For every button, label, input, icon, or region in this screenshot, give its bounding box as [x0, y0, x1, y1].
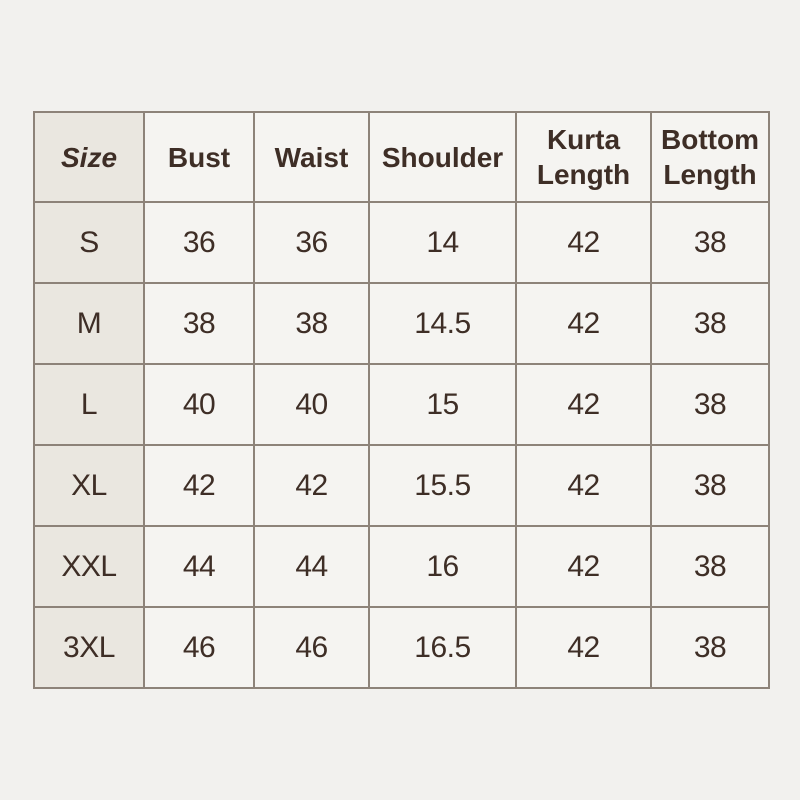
- cell-bust: 42: [144, 445, 254, 526]
- cell-waist: 40: [254, 364, 369, 445]
- cell-waist: 38: [254, 283, 369, 364]
- cell-shoulder: 14.5: [369, 283, 516, 364]
- cell-bottom: 38: [651, 445, 769, 526]
- column-header-bottom-length: Bottom Length: [651, 112, 769, 202]
- cell-shoulder: 16.5: [369, 607, 516, 688]
- cell-bust: 46: [144, 607, 254, 688]
- cell-kurta: 42: [516, 202, 651, 283]
- column-header-bust: Bust: [144, 112, 254, 202]
- cell-kurta: 42: [516, 445, 651, 526]
- cell-bottom: 38: [651, 202, 769, 283]
- cell-waist: 46: [254, 607, 369, 688]
- cell-size: XL: [34, 445, 144, 526]
- table-row-m: [34, 283, 769, 364]
- column-header-kurta-length: Kurta Length: [516, 112, 651, 202]
- cell-bust: 38: [144, 283, 254, 364]
- table-row-xl: [34, 445, 769, 526]
- column-header-size: Size: [34, 112, 144, 202]
- cell-size: XXL: [34, 526, 144, 607]
- header-row: [34, 112, 769, 202]
- cell-bottom: 38: [651, 607, 769, 688]
- table-row-3xl: [34, 607, 769, 688]
- cell-size: S: [34, 202, 144, 283]
- cell-bottom: 38: [651, 526, 769, 607]
- cell-bust: 40: [144, 364, 254, 445]
- table-row-s: [34, 202, 769, 283]
- cell-bust: 44: [144, 526, 254, 607]
- cell-waist: 44: [254, 526, 369, 607]
- cell-shoulder: 14: [369, 202, 516, 283]
- table-row-xxl: [34, 526, 769, 607]
- cell-bust: 36: [144, 202, 254, 283]
- cell-bottom: 38: [651, 364, 769, 445]
- cell-shoulder: 15: [369, 364, 516, 445]
- cell-kurta: 42: [516, 607, 651, 688]
- column-header-shoulder: Shoulder: [369, 112, 516, 202]
- cell-waist: 36: [254, 202, 369, 283]
- cell-kurta: 42: [516, 364, 651, 445]
- cell-waist: 42: [254, 445, 369, 526]
- table-row-l: [34, 364, 769, 445]
- cell-kurta: 42: [516, 526, 651, 607]
- cell-size: L: [34, 364, 144, 445]
- cell-shoulder: 15.5: [369, 445, 516, 526]
- cell-size: M: [34, 283, 144, 364]
- cell-bottom: 38: [651, 283, 769, 364]
- cell-shoulder: 16: [369, 526, 516, 607]
- cell-size: 3XL: [34, 607, 144, 688]
- column-header-waist: Waist: [254, 112, 369, 202]
- size-chart-table: [33, 111, 770, 689]
- cell-kurta: 42: [516, 283, 651, 364]
